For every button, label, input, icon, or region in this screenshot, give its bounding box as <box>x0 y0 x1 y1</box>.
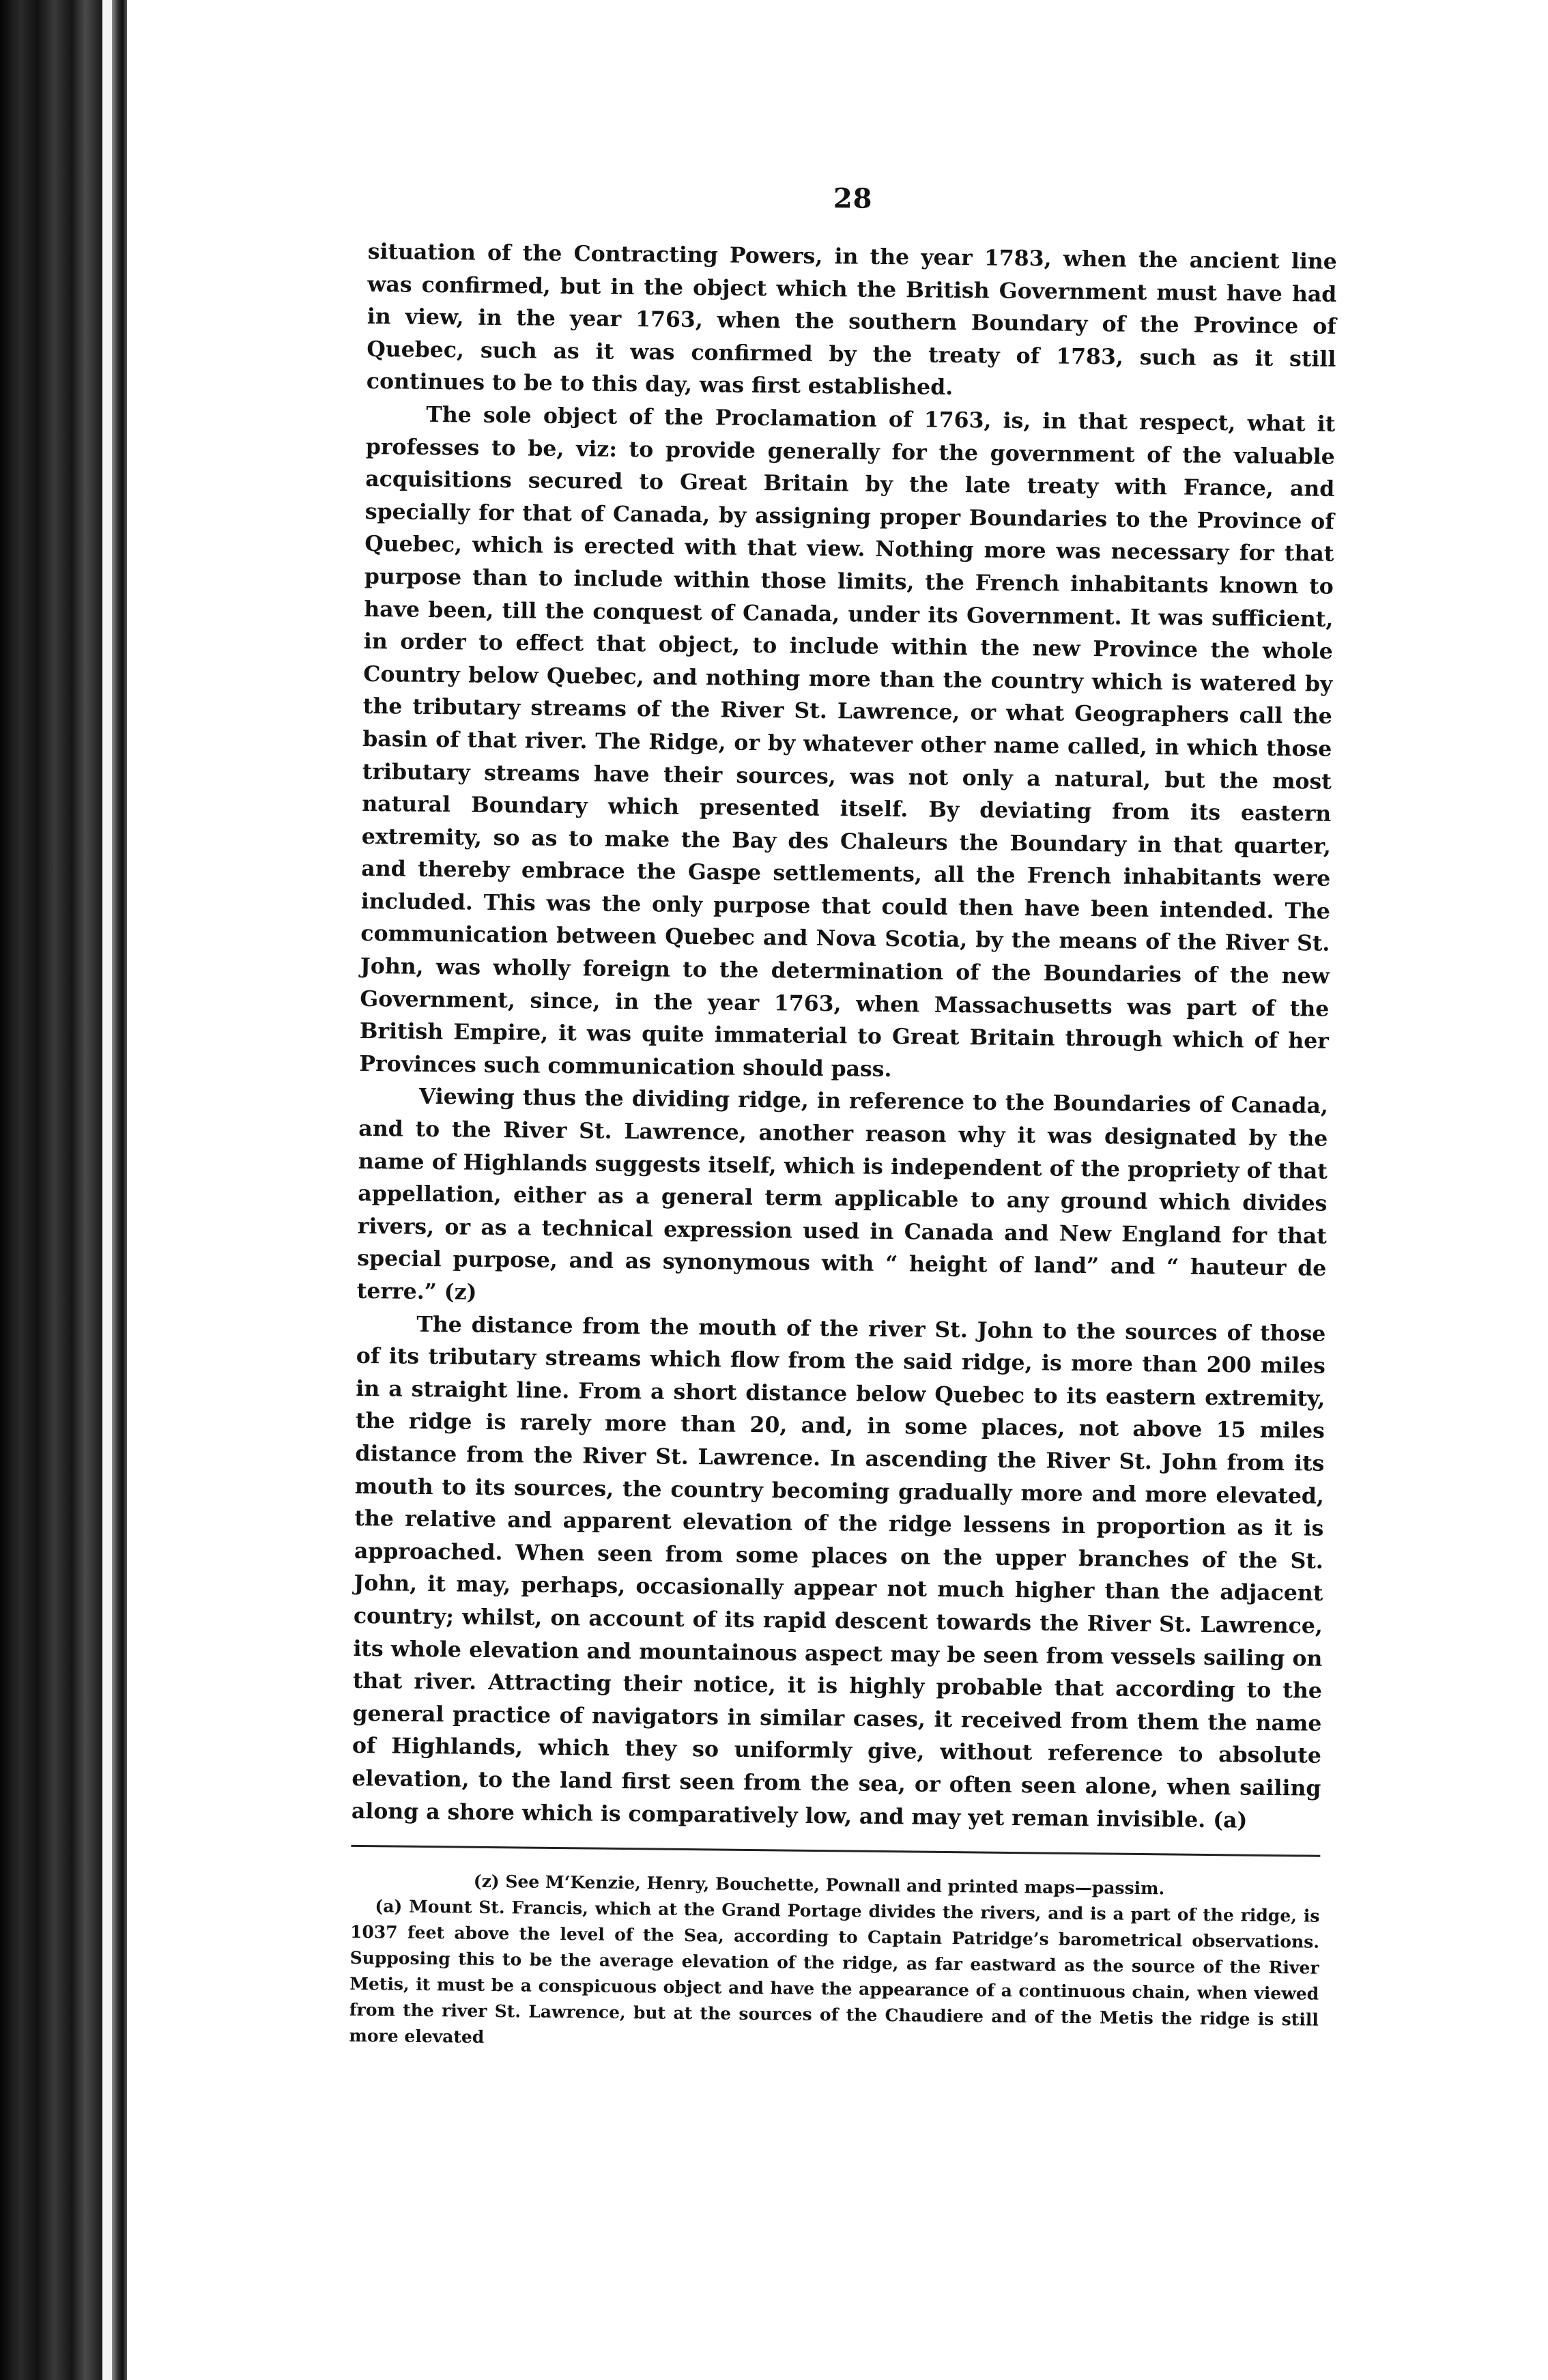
body-paragraph: The distance from the mouth of the river St. John to the sources of those of its tributary streams which flow from the said ridge, is more than 200 miles in a straight line. From a short distance below Quebec to its eastern extremity, the ridge is rarely more than 20, and, in some places, not above 15 miles distance from the River St. Lawrence. In ascending the River St. John from its mouth to its sources, the country becoming gradually more and more elevated, the relative and apparent elevation of the ridge lessens in proportion as it is approached. When seen from some places on the upper branches of the St. John, it may, perhaps, occasionally appear not much higher than the adjacent country; whilst, on account of its rapid descent towards the River St. Lawrence, its whole elevation and mountainous aspect may be seen from vessels sailing on that river. Attracting their notice, it is highly probable that according to the general practice of navigators in similar cases, it received from them the name of Highlands, which they so uniformly give, without reference to absolute elevation, to the land first seen from the sea, or often seen alone, when sailing along a shore which is comparatively low, and may yet reman invisible. (a) <box>351 1311 1326 1833</box>
text-block <box>349 177 1338 2059</box>
footnote-divider <box>351 1845 1320 1857</box>
book-edge <box>112 0 127 2380</box>
body-paragraph: Viewing thus the dividing ridge, in reference to the Boundaries of Canada, and to the River St. Lawrence, another reason why it was designated by the name of Highlands suggests itself, which is independent of the propriety of that appellation, either as a general term applicable to any ground which divides rivers, or as a technical expression used in Canada and New England for that special purpose, and as synonymous with “ height of land” and “ hauteur de terre.” (z) <box>356 1084 1329 1305</box>
footnote: (z) See M‘Kenzie, Henry, Bouchette, Pownall and printed maps—passim. <box>473 1871 1165 1899</box>
body-paragraph: situation of the Contracting Powers, in the year 1783, when the ancient line was confirmed, but in the object which the British Government must have had in view, in the year 1763, when the southern Boundary of the Province of Quebec, such as it was confirmed by the treaty of 1783, such as it still continues to be to this day, was first established. <box>366 238 1337 401</box>
body-paragraph: The sole object of the Proclamation of 1763, is, in that respect, what it professes to be, viz: to provide generally for the government of the valuable acquisitions secured to Great Britain by the late treaty with France, and specially for that of Canada, by assigning proper Boundaries to the Province of Quebec, which is erected with that view. Nothing more was necessary for that purpose than to include within those limits, the French inhabitants known to have been, till the conquest of Canada, under its Government. It was sufficient, in order to effect that object, to include within the new Province the whole Country below Quebec, and nothing more than the country which is watered by the tributary streams of the River St. Lawrence, or what Geographers call the basin of that river. The Ridge, or by whatever other name called, in which those tributary streams have their sources, was not only a natural, but the most natural Boundary which presented itself. By deviating from its eastern extremity, so as to make the Bay des Chaleurs the Boundary in that quarter, and thereby embrace the Gaspe settlements, all the French inhabitants were included. This was the only purpose that could then have been intended. The communication between Quebec and Nova Scotia, by the means of the River St. John, was wholly foreign to the determination of the Boundaries of the new Government, since, in the year 1763, when Massachusetts was part of the British Empire, it was quite immaterial to Great Britain through which of her Provinces such communication should pass. <box>359 401 1336 1082</box>
page-number: 28 <box>833 182 873 215</box>
scanner-margin-gap <box>102 0 112 2380</box>
footnote: (a) Mount St. Francis, which at the Grand Portage divides the rivers, and is a part of the ridge, is 1037 feet above the level of the Sea, according to Captain Patridge’s barometrical observations. Supposing this to be the average elevation of the ridge, as far eastward as the source of the River Metis, it must be a conspicuous object and have the appearance of a continuous chain, when viewed from the river St. Lawrence, but at the sources of the Chaudiere and of the Metis the ridge is still more elevated <box>349 1896 1320 2048</box>
scanner-margin <box>0 0 102 2380</box>
